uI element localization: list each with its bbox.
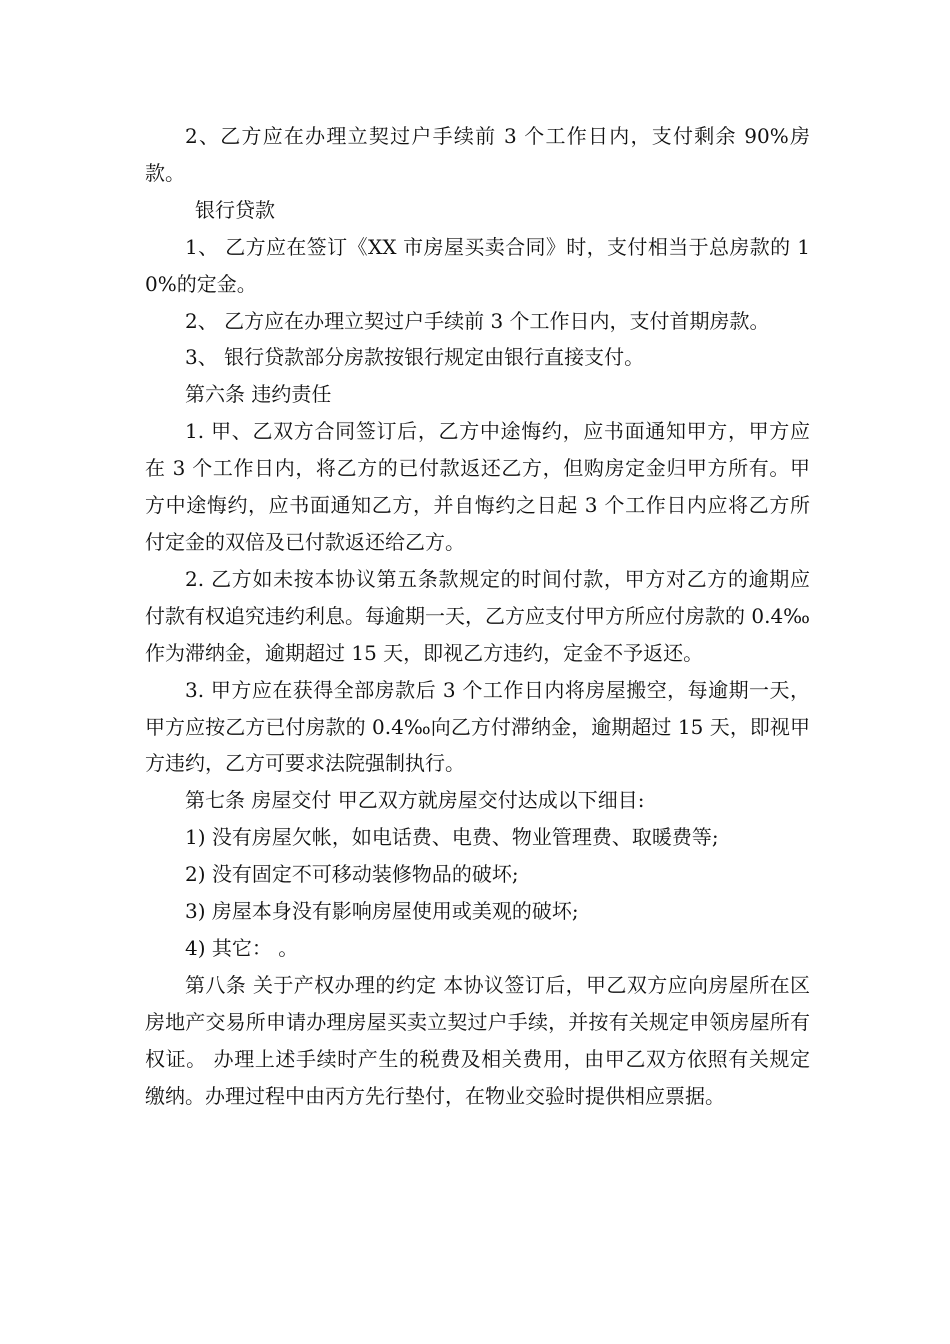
paragraph-article-eight: 第八条 关于产权办理的约定 本协议签订后，甲乙双方应向房屋所在区房地产交易所申请办理房屋买卖立契过户手续，并按有关规定申领房屋所有权证。 办理上述手续时产生的税费及相关费用，由甲乙双方依照有关规定缴纳。办理过程中由丙方先行垫付，在物业交验时提供相应票据。: [145, 972, 810, 1108]
heading-bank-loan: 银行贷款: [195, 197, 275, 222]
heading-article-six: 第六条 违约责任: [185, 382, 332, 407]
list-item-delivery-1: 1) 没有房屋欠帐，如电话费、电费、物业管理费、取暖费等;: [185, 825, 719, 850]
list-item-delivery-3: 3) 房屋本身没有影响房屋使用或美观的破坏;: [185, 899, 579, 924]
document-body: [145, 118, 810, 1114]
paragraph-loan-deposit: 1、 乙方应在签订《XX 市房屋买卖合同》时，支付相当于总房款的 10%的定金。: [145, 234, 810, 296]
heading-article-seven: 第七条 房屋交付 甲乙双方就房屋交付达成以下细目:: [185, 788, 645, 813]
paragraph-loan-first-payment: 2、 乙方应在办理立契过户手续前 3 个工作日内，支付首期房款。: [185, 308, 770, 333]
paragraph-breach-2: 2. 乙方如未按本协议第五条款规定的时间付款，甲方对乙方的逾期应付款有权追究违约利息。每逾期一天，乙方应支付甲方所应付房款的 0.4‰作为滞纳金，逾期超过 15 天，即视乙方违约，定金不予返还。: [145, 566, 810, 665]
paragraph-breach-1: 1. 甲、乙双方合同签订后，乙方中途悔约，应书面通知甲方，甲方应在 3 个工作日内，将乙方的已付款返还乙方，但购房定金归甲方所有。甲方中途悔约，应书面通知乙方，并自悔约之日起 3 个工作日内应将乙方所付定金的双倍及已付款返还给乙方。: [145, 419, 810, 554]
list-item-delivery-4: 4) 其它： 。: [185, 935, 299, 960]
list-item-delivery-2: 2) 没有固定不可移动装修物品的破坏;: [185, 862, 519, 887]
paragraph-loan-bank-payment: 3、 银行贷款部分房款按银行规定由银行直接支付。: [185, 345, 645, 370]
paragraph-payment-remaining: 2、乙方应在办理立契过户手续前 3 个工作日内，支付剩余 90%房款。: [145, 124, 810, 185]
paragraph-breach-3: 3. 甲方应在获得全部房款后 3 个工作日内将房屋搬空，每逾期一天，甲方应按乙方已付房款的 0.4‰向乙方付滞纳金，逾期超过 15 天，即视甲方违约，乙方可要求法院强制执行。: [145, 677, 810, 776]
